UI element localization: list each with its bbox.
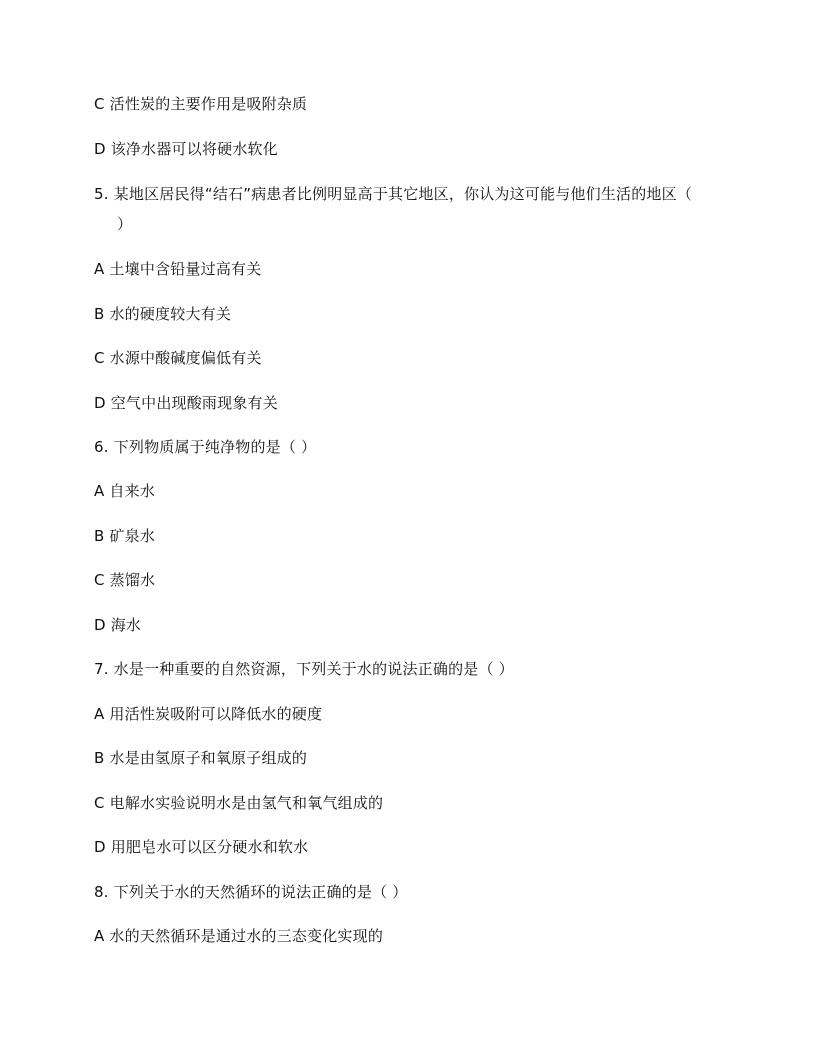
q4-option-c: C 活性炭的主要作用是吸附杂质 <box>94 95 308 113</box>
q5-option-d: D 空气中出现酸雨现象有关 <box>94 394 278 412</box>
q4-option-d: D 该净水器可以将硬水软化 <box>94 140 278 158</box>
q7-option-c: C 电解水实验说明水是由氢气和氧气组成的 <box>94 794 384 812</box>
q6-option-b: B 矿泉水 <box>94 527 156 545</box>
q7-option-a: A 用活性炭吸附可以降低水的硬度 <box>94 705 323 723</box>
q5-option-c: C 水源中酸碱度偏低有关 <box>94 349 262 367</box>
q5-stem-continued: ） <box>117 215 133 233</box>
q5-option-a: A 土壤中含铅量过高有关 <box>94 260 262 278</box>
q7-option-b: B 水是由氢原子和氧原子组成的 <box>94 749 308 767</box>
q6-option-d: D 海水 <box>94 616 142 634</box>
q6-option-c: C 蒸馏水 <box>94 571 156 589</box>
q5-stem: 5. 某地区居民得“结石”病患者比例明显高于其它地区，你认为这可能与他们生活的地区（ <box>94 185 693 203</box>
q7-option-d: D 用肥皂水可以区分硬水和软水 <box>94 838 309 856</box>
q6-option-a: A 自来水 <box>94 482 156 500</box>
q8-option-a: A 水的天然循环是通过水的三态变化实现的 <box>94 927 384 945</box>
q5-option-b: B 水的硬度较大有关 <box>94 305 232 323</box>
q6-stem: 6. 下列物质属于纯净物的是（ ） <box>94 438 317 456</box>
q8-stem: 8. 下列关于水的天然循环的说法正确的是（ ） <box>94 883 408 901</box>
q7-stem: 7. 水是一种重要的自然资源，下列关于水的说法正确的是（ ） <box>94 660 514 678</box>
